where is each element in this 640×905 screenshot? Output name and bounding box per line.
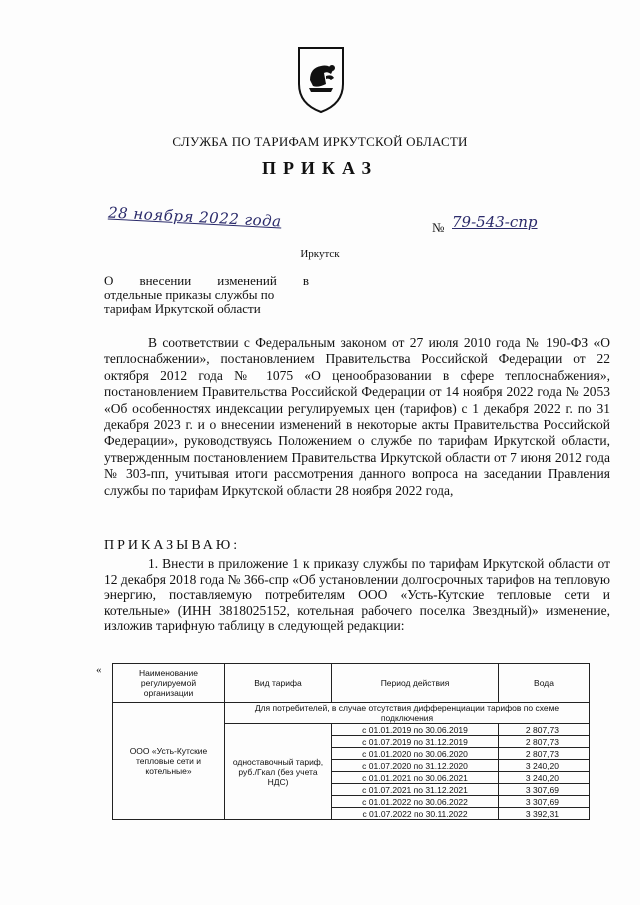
document-type-title: ПРИКАЗ	[261, 158, 379, 178]
tariff-type-cell: одноставочный тариф, руб./Гкал (без учета НДС)	[225, 724, 332, 820]
value-cell: 3 240,20	[499, 772, 590, 784]
tariff-table	[112, 663, 590, 820]
period-cell: с 01.07.2020 по 31.12.2020	[332, 760, 499, 772]
subject-line-2: отдельные приказы службы по	[104, 287, 275, 302]
value-cell: 3 307,69	[499, 784, 590, 796]
period-cell: с 01.07.2019 по 31.12.2019	[332, 736, 499, 748]
value-cell: 2 807,73	[499, 736, 590, 748]
header-organization: Наименование регулируемой организации	[113, 664, 225, 703]
document-subject	[104, 274, 309, 316]
period-cell: с 01.01.2021 по 30.06.2021	[332, 772, 499, 784]
header-period: Период действия	[332, 664, 499, 703]
period-cell: с 01.07.2022 по 30.11.2022	[332, 808, 499, 820]
handwritten-date: 28 ноября 2022 года	[107, 203, 283, 231]
value-cell: 3 392,31	[499, 808, 590, 820]
order-item-1: 1. Внести в приложение 1 к приказу службы по тарифам Иркутской области от 12 декабря 2018 года № 366-спр «Об установлении долгосрочных тарифов на тепловую энергию, поставляемую потребителям ООО «Усть-Кутские тепловые сети и котельные» (ИНН 3818025152, котельная рабочего поселка Звездный)» изменение, изложив тарифную таблицу в следующей редакции:	[104, 556, 610, 634]
irkutsk-coat-of-arms-icon	[296, 44, 346, 114]
table-header-row	[113, 664, 590, 703]
subject-line-3: тарифам Иркутской области	[104, 301, 261, 316]
preamble-paragraph: В соответствии с Федеральным законом от 27 июля 2010 года № 190-ФЗ «О теплоснабжении», постановлением Правительства Российской Федерации от 22 октября 2012 года № 1075 «О ценообразовании в сфере теплоснабжения», постановлением Правительства Российской Федерации от 14 ноября 2022 года № 2053 «Об особенностях индексации регулируемых цен (тарифов) с 1 декабря 2022 г. по 31 декабря 2023 г. и о внесении изменений в некоторые акты Правительства Российской Федерации», руководствуясь Положением о службе по тарифам Иркутской области, утвержденным постановлением Правительства Иркутской области от 7 июня 2012 года № 303-пп, учитывая итоги рассмотрения данного вопроса на заседании Правления службы по тарифам Иркутской области 28 ноября 2022 года,	[104, 335, 610, 498]
header-water: Вода	[499, 664, 590, 703]
period-cell: с 01.01.2022 по 30.06.2022	[332, 796, 499, 808]
value-cell: 3 307,69	[499, 796, 590, 808]
value-cell: 2 807,73	[499, 748, 590, 760]
header-tariff-type: Вид тарифа	[225, 664, 332, 703]
handwritten-document-number: 79-543-спр	[452, 213, 538, 231]
period-cell: с 01.07.2021 по 31.12.2021	[332, 784, 499, 796]
opening-quote: «	[96, 664, 102, 676]
period-cell: с 01.01.2020 по 30.06.2020	[332, 748, 499, 760]
organization-cell: ООО «Усть-Кутские тепловые сети и котельные»	[113, 703, 225, 820]
subheader-cell: Для потребителей, в случае отсутствия дифференциации тарифов по схеме подключения	[225, 703, 590, 724]
order-word: ПРИКАЗЫВАЮ:	[104, 538, 241, 553]
value-cell: 3 240,20	[499, 760, 590, 772]
subject-line-1: О внесении изменений в	[104, 273, 309, 288]
period-cell: с 01.01.2019 по 30.06.2019	[332, 724, 499, 736]
table-subheader-row	[113, 703, 590, 724]
city-name: Иркутск	[300, 248, 340, 260]
value-cell: 2 807,73	[499, 724, 590, 736]
organization-name: СЛУЖБА ПО ТАРИФАМ ИРКУТСКОЙ ОБЛАСТИ	[172, 134, 468, 149]
number-sign: №	[432, 220, 445, 235]
